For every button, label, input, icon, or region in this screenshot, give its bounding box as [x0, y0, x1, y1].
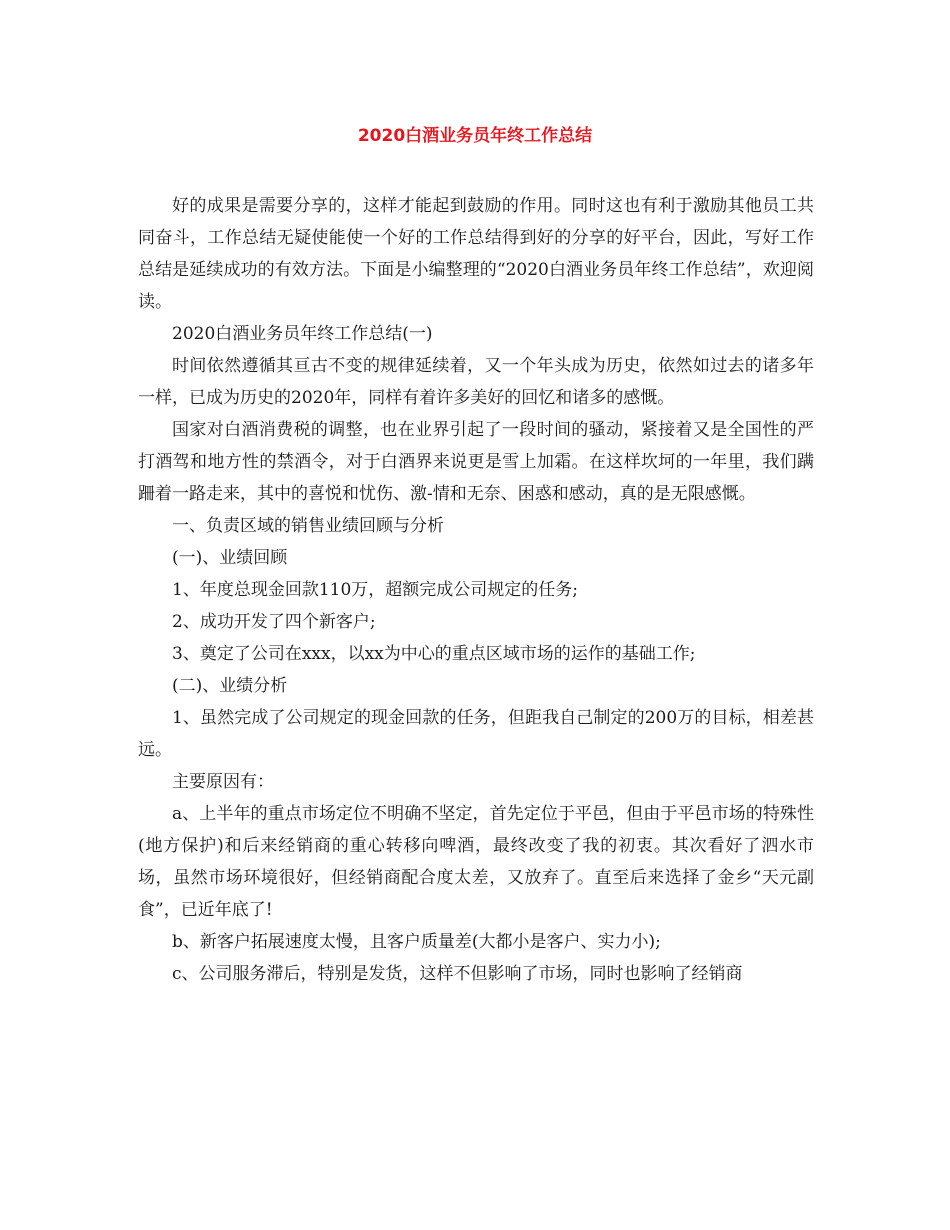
list-item: b、新客户拓展速度太慢，且客户质量差(大都小是客户、实力小);	[172, 932, 661, 952]
list-item: 1、虽然完成了公司规定的现金回款的任务，但距我自己制定的200万的目标，相差甚远。	[138, 708, 814, 760]
document-body	[138, 190, 814, 990]
section-heading: 一、负责区域的销售业绩回顾与分析	[172, 516, 444, 536]
list-item: a、上半年的重点市场定位不明确不坚定，首先定位于平邑，但由于平邑市场的特殊性(地方保护)和后来经销商的重心转移向啤酒，最终改变了我的初衷。其次看好了泗水市场，虽然市场环境很好，但经销商配合度太差，又放弃了。直至后来选择了金乡“天元副食”，已近年底了!	[138, 804, 814, 920]
document-title: 2020白酒业务员年终工作总结	[357, 126, 593, 146]
list-item: c、公司服务滞后，特别是发货，这样不但影响了市场，同时也影响了经销商	[172, 964, 743, 984]
list-item: 1、年度总现金回款110万，超额完成公司规定的任务;	[172, 580, 578, 600]
section-heading: 2020白酒业务员年终工作总结(一)	[172, 324, 433, 344]
body-paragraph: 国家对白酒消费税的调整，也在业界引起了一段时间的骚动，紧接着又是全国性的严打酒驾和地方性的禁酒令，对于白酒界来说更是雪上加霜。在这样坎坷的一年里，我们蹒跚着一路走来，其中的喜悦和忧伤、激-情和无奈、困惑和感动，真的是无限感慨。	[138, 420, 814, 504]
body-paragraph: 主要原因有：	[172, 772, 274, 792]
subsection-heading: (二)、业绩分析	[172, 676, 288, 696]
intro-paragraph: 好的成果是需要分享的，这样才能起到鼓励的作用。同时这也有利于激励其他员工共同奋斗，工作总结无疑使能使一个好的工作总结得到好的分享的好平台，因此，写好工作总结是延续成功的有效方法。下面是小编整理的“2020白酒业务员年终工作总结”，欢迎阅读。	[138, 196, 814, 312]
subsection-heading: (一)、业绩回顾	[172, 548, 288, 568]
list-item: 3、奠定了公司在xxx，以xx为中心的重点区域市场的运作的基础工作;	[172, 644, 696, 664]
list-item: 2、成功开发了四个新客户;	[172, 612, 376, 632]
body-paragraph: 时间依然遵循其亘古不变的规律延续着，又一个年头成为历史，依然如过去的诸多年一样，已成为历史的2020年，同样有着许多美好的回忆和诸多的感慨。	[138, 356, 814, 408]
